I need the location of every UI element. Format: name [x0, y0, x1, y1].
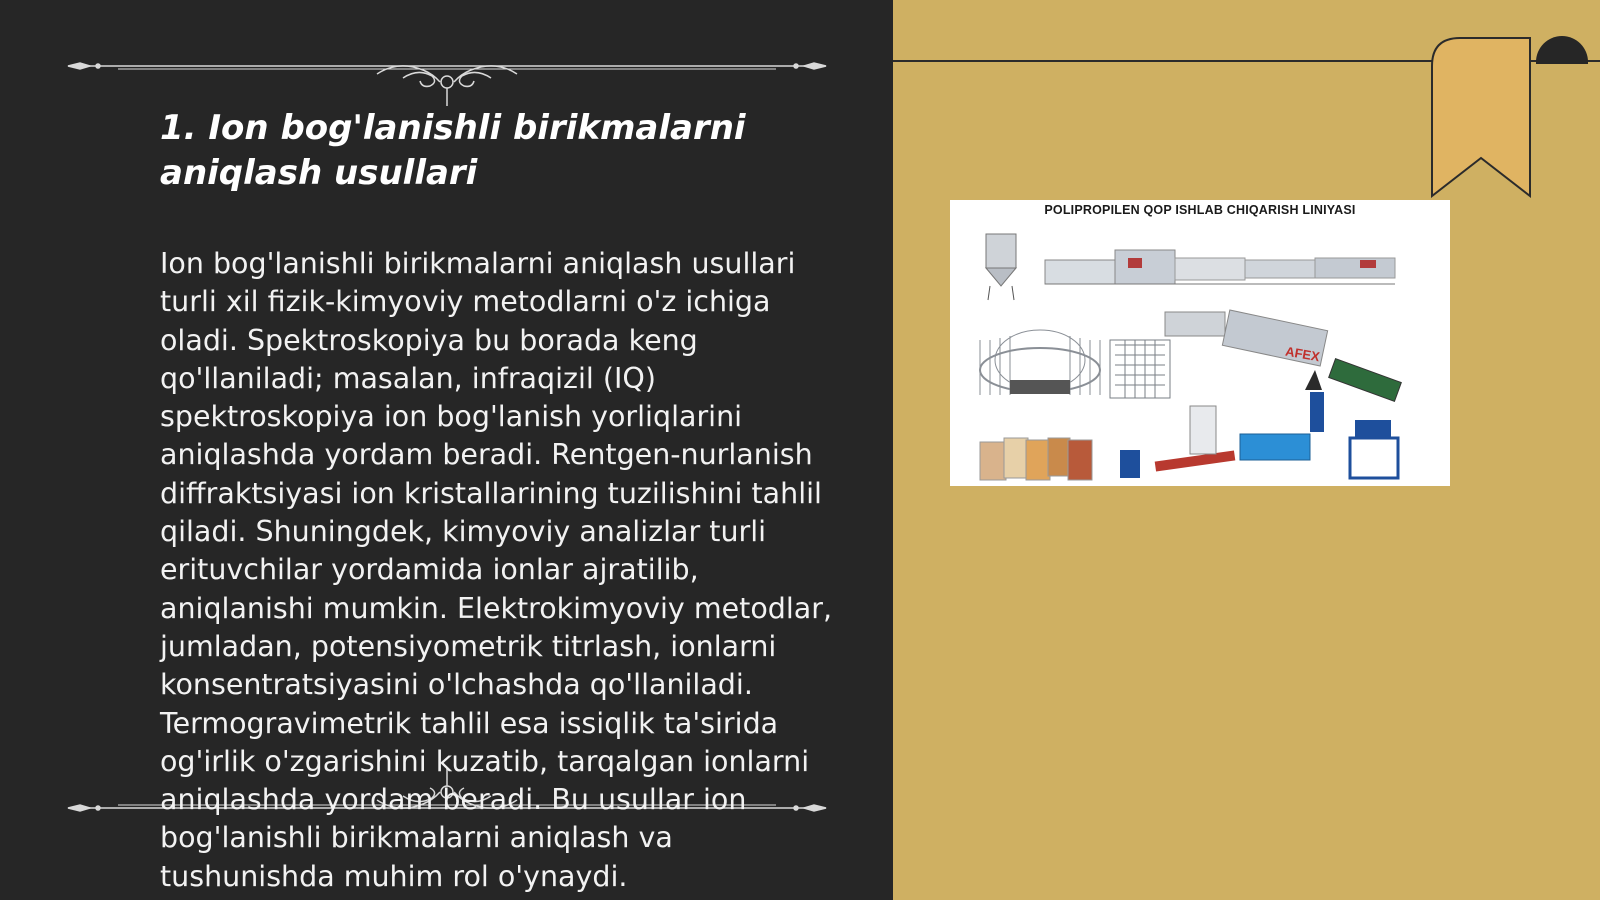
image-caption: POLIPROPILEN QOP ISHLAB CHIQARISH LINIYASI	[1044, 203, 1356, 217]
pp-bags	[980, 438, 1092, 480]
creel-rack	[1110, 340, 1170, 398]
production-line-image	[950, 200, 1450, 486]
brand-label: AFEX	[1284, 343, 1321, 365]
bookmark-ribbon-icon	[1430, 36, 1540, 198]
circular-loom	[980, 330, 1100, 395]
slide-title: 1. Ion bog'lanishli birikmalarni aniqlash usullari	[160, 108, 746, 193]
slide-body-text: Ion bog'lanishli birikmalarni aniqlash usullari turli xil fizik-kimyoviy metodlarni o'z ichiga oladi. Spektroskopiya bu borada keng qo'llaniladi; masalan, infraqizil (IQ) spektroskopiya ion bog'lanish yorliqlarini aniqlashda yordam beradi. Rentgen-nurlanish diffraktsiyasi ion kristallarining tuzilishini tahlil qiladi. Shuningdek, kimyoviy analizlar turli erituvchilar yordamida ionlar ajratilib, aniqlanishi mumkin. Elektrokimyoviy metodlar, jumladan, potensiyometrik titrlash, ionlarni konsentratsiyasini o'lchashda qo'llaniladi. Termogravimetrik tahlil esa issiqlik ta'sirida og'irlik o'zgarishini kuzatib, tarqalgan ionlarni aniqlashda yordam beradi. Bu usullar ion bog'lanishli birikmalarni aniqlash va tushunishda muhim rol o'ynaydi.	[160, 247, 833, 893]
extrusion-line	[1045, 250, 1395, 284]
machinery-illustration	[950, 220, 1450, 486]
ornament-divider-icon	[68, 46, 826, 86]
hopper-machine	[986, 234, 1016, 300]
bag-printing-machine	[1165, 310, 1401, 401]
